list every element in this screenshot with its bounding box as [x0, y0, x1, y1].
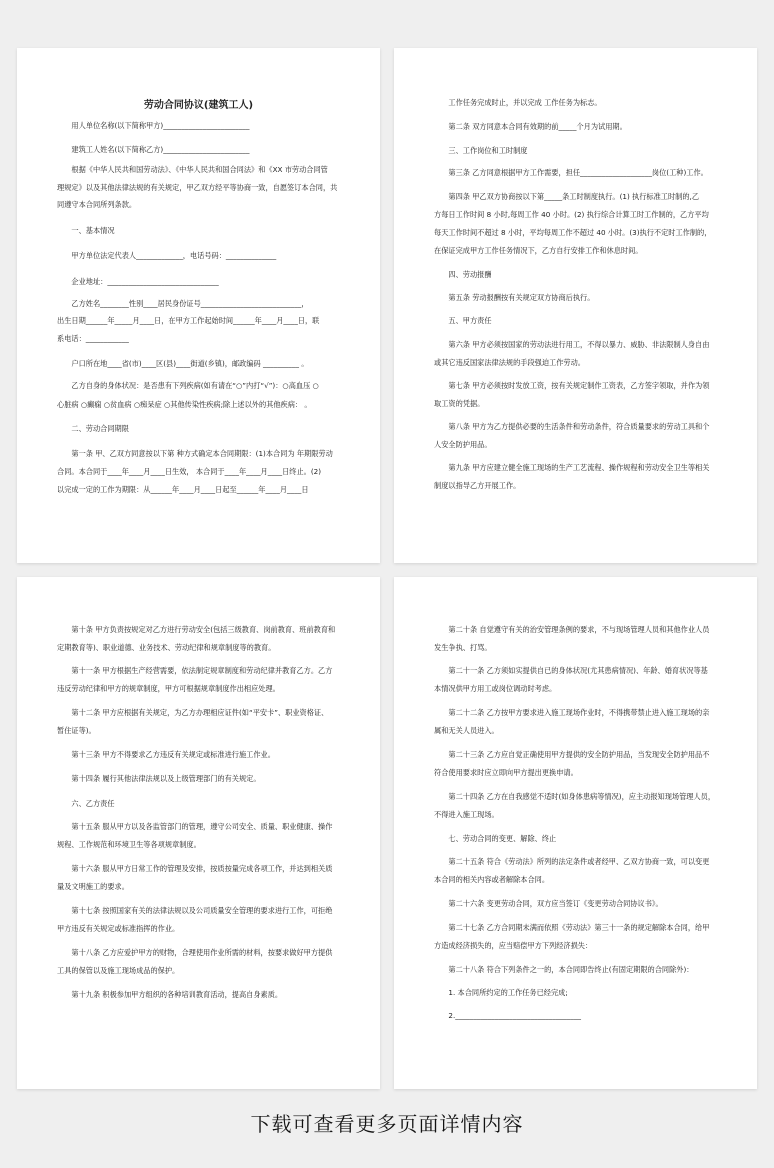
contract-page-4: [394, 577, 757, 1089]
contract-line: 第二十一条 乙方须如实提供自已的身体状况(尤其患病情况)、年龄、婚育状况等基: [434, 666, 708, 675]
contract-line: 乙方姓名________性别____居民身份证号____________________________，: [57, 299, 309, 308]
contract-line: 第二十四条 乙方在自我感觉不适时(如身体患病等情况)，应主动报知现场管理人员，: [434, 792, 716, 801]
download-more-footer: 下载可查看更多页面详情内容: [250, 1112, 524, 1136]
contract-line: 第二十五条 符合《劳动法》所列的法定条件或者经甲、乙双方协商一致，可以变更: [434, 857, 710, 866]
contract-line: 本情况供甲方用工或岗位调动时考虑。: [434, 684, 557, 693]
contract-page-2: [394, 48, 757, 563]
contract-line: 第四条 甲乙双方协商按以下第_____条工时制度执行。(1) 执行标准工时制的,乙: [434, 192, 700, 201]
contract-line: 用人单位名称(以下简称甲方)________________________: [57, 121, 250, 130]
contract-line: 乙方自身的身体状况：是否患有下列疾病(如有请在“○”内打“√”)：○高血压 ○: [57, 381, 319, 390]
contract-line: 在保证完成甲方工作任务情况下，乙方自行安排工作和休息时间。: [434, 246, 643, 255]
contract-line: 企业地址：_______________________________: [57, 277, 219, 286]
contract-line: 取工资的凭据。: [434, 399, 485, 408]
contract-line: 1. 本合同所约定的工作任务已经完成;: [434, 988, 568, 997]
contract-line: 第十六条 服从甲方日常工作的管理及安排，按质按量完成各项工作，并达到相关质: [57, 864, 333, 873]
contract-line: 不得进入施工现场。: [434, 810, 499, 819]
contract-line: 第二十三条 乙方应自觉正确使用甲方提供的安全防护用品，当发现安全防护用品不: [434, 750, 710, 759]
contract-line: 第二十二条 乙方按甲方要求进入施工现场作业时，不得携带禁止进入施工现场的亲: [434, 708, 710, 717]
contract-line: 第八条 甲方为乙方提供必要的生活条件和劳动条件，符合质量要求的劳动工具和个: [434, 422, 710, 431]
contract-line: 系电话：____________: [57, 334, 129, 343]
contract-line: 同遵守本合同所列条款。: [57, 200, 137, 209]
contract-line: 第二十六条 变更劳动合同，双方应当签订《变更劳动合同协议书》。: [434, 899, 663, 908]
contract-line: 第五条 劳动报酬按有关规定双方协商后执行。: [434, 293, 595, 302]
contract-line: 2.___________________________________: [434, 1011, 582, 1020]
contract-line: 合同。本合同于____年____月____日生效， 本合同于____年____月____日终止。(2): [57, 467, 322, 476]
contract-line: 第三条 乙方同意根据甲方工作需要，担任____________________岗位(工种)工作。: [434, 168, 708, 177]
contract-line: 六、乙方责任: [57, 799, 115, 808]
contract-line: 违反劳动纪律和甲方的规章制度，甲方可根据规章制度作出相应处理。: [57, 684, 280, 693]
contract-line: 第二十七条 乙方合同期未满而依照《劳动法》第三十一条的规定解除本合同，给甲: [434, 923, 710, 932]
contract-line: 心脏病 ○癫痫 ○贫血病 ○痴呆症 ○其他传染性疾病;除上述以外的其他疾病： 。: [57, 400, 312, 409]
contract-line: 一、基本情况: [57, 226, 115, 235]
contract-line: 以完成一定的工作为期限：从______年____月____日起至______年____月____日: [57, 485, 309, 494]
contract-line: 规程、工作规范和环境卫生等各项规章制度。: [57, 840, 201, 849]
contract-line: 或其它违反国家法律法规的手段强迫工作劳动。: [434, 358, 585, 367]
contract-line: 人安全防护用品。: [434, 440, 492, 449]
contract-line: 第一条 甲、乙双方同意按以下第 种方式确定本合同期限：(1)本合同为 年期限劳动: [57, 449, 333, 458]
contract-line: 甲方单位法定代表人_____________，电话号码：______________: [57, 251, 277, 260]
contract-line: 四、劳动报酬: [434, 270, 492, 279]
contract-line: 第十四条 履行其他法律法规以及上级管理部门的有关规定。: [57, 774, 261, 783]
contract-line: 第六条 甲方必须按国家的劳动法进行用工，不得以暴力、威胁、非法限制人身自由: [434, 340, 710, 349]
contract-line: 第十三条 甲方不得要求乙方违反有关规定或标准进行施工作业。: [57, 750, 275, 759]
contract-line: 出生日期______年_____月____日，在甲方工作起始时间______年____月____日，联: [57, 316, 320, 325]
contract-line: 方造成经济损失的，应当赔偿甲方下列经济损失：: [434, 941, 593, 950]
contract-line: 第十五条 服从甲方以及各监管部门的管理，遵守公司安全、质量、职业健康、操作: [57, 822, 333, 831]
contract-line: 第二条 双方同意本合同有效期的前_____个月为试用期。: [434, 122, 627, 131]
contract-line: 户口所在地____省(市)____区(县)____街道(乡镇)，邮政编码 __________ 。: [57, 359, 309, 368]
contract-line: 第十八条 乙方应爱护甲方的财物，合理使用作业所需的材料，按要求做好甲方提供: [57, 948, 333, 957]
contract-page-3: [17, 577, 380, 1089]
contract-line: 三、工作岗位和工时制度: [434, 146, 528, 155]
contract-line: 第十一条 甲方根据生产经营需要，依法制定规章制度和劳动纪律并教育乙方。乙方: [57, 666, 333, 675]
contract-line: 第二十条 自觉遵守有关的治安管理条例的要求，不与现场管理人员和其他作业人员: [434, 625, 710, 634]
contract-line: 量及文明施工的要求。: [57, 882, 129, 891]
contract-line: 第二十八条 符合下列条件之一的，本合同即告终止(有固定期限的合同除外)：: [434, 965, 694, 974]
contract-line: 第九条 甲方应建立健全施工现场的生产工艺流程、操作规程和劳动安全卫生等相关: [434, 463, 710, 472]
contract-line: 符合使用要求时应立即向甲方提出更换申请。: [434, 768, 578, 777]
contract-line: 每天工作时间不超过 8 小时，平均每周工作不超过 40 小时。(3)执行不定时工作制的，: [434, 228, 712, 237]
contract-line: 五、甲方责任: [434, 316, 492, 325]
page-content: [434, 577, 717, 1089]
contract-line: 第十九条 积极参加甲方组织的各种培训教育活动，提高自身素质。: [57, 990, 283, 999]
contract-line: 制度以指导乙方开展工作。: [434, 481, 521, 490]
contract-line: 工具的保管以及施工现场成品的保护。: [57, 966, 180, 975]
contract-line: 理规定》以及其他法律法规的有关规定，甲乙双方经平等协商一致，自愿签订本合同，共: [57, 183, 338, 192]
contract-line: 二、劳动合同期限: [57, 424, 129, 433]
contract-line: 定期教育等)、职业道德、业务技术、劳动纪律和规章制度等的教育。: [57, 643, 276, 652]
contract-line: 暂住证等)。: [57, 726, 96, 735]
contract-line: 工作任务完成时止，并以完成 工作任务为标志。: [434, 98, 602, 107]
contract-line: 发生争执、打骂。: [434, 643, 492, 652]
contract-line: 根据《中华人民共和国劳动法》、《中华人民共和国合同法》和《XX 市劳动合同管: [57, 165, 328, 174]
contract-line: 第七条 甲方必须按时发放工资，按有关规定制作工资表，乙方签字领取，并作为领: [434, 381, 710, 390]
page-content: [57, 577, 340, 1089]
page-content: [434, 48, 717, 563]
contract-line: 属和无关人员进入。: [434, 726, 499, 735]
contract-line: 方每日工作时间 8 小时,每周工作 40 小时。(2) 执行综合计算工时工作制的，乙方平均: [434, 210, 709, 219]
contract-line: 甲方违反有关规定或标准指挥的作业。: [57, 924, 180, 933]
contract-line: 第十二条 甲方应根据有关规定，为乙方办理相应证件(如“平安卡”、职业资格证、: [57, 708, 329, 717]
contract-line: 建筑工人姓名(以下简称乙方)________________________: [57, 145, 250, 154]
contract-line: 第十条 甲方负责按规定对乙方进行劳动安全(包括三级教育、岗前教育、班前教育和: [57, 625, 336, 634]
contract-title: 劳动合同协议(建筑工人): [143, 100, 254, 111]
contract-line: 本合同的相关内容或者解除本合同。: [434, 875, 550, 884]
contract-line: 七、劳动合同的变更、解除、终止: [434, 834, 557, 843]
page-content: [57, 48, 340, 563]
contract-line: 第十七条 按照国家有关的法律法规以及公司质量安全管理的要求进行工作，可拒绝: [57, 906, 333, 915]
contract-page-1: [17, 48, 380, 563]
